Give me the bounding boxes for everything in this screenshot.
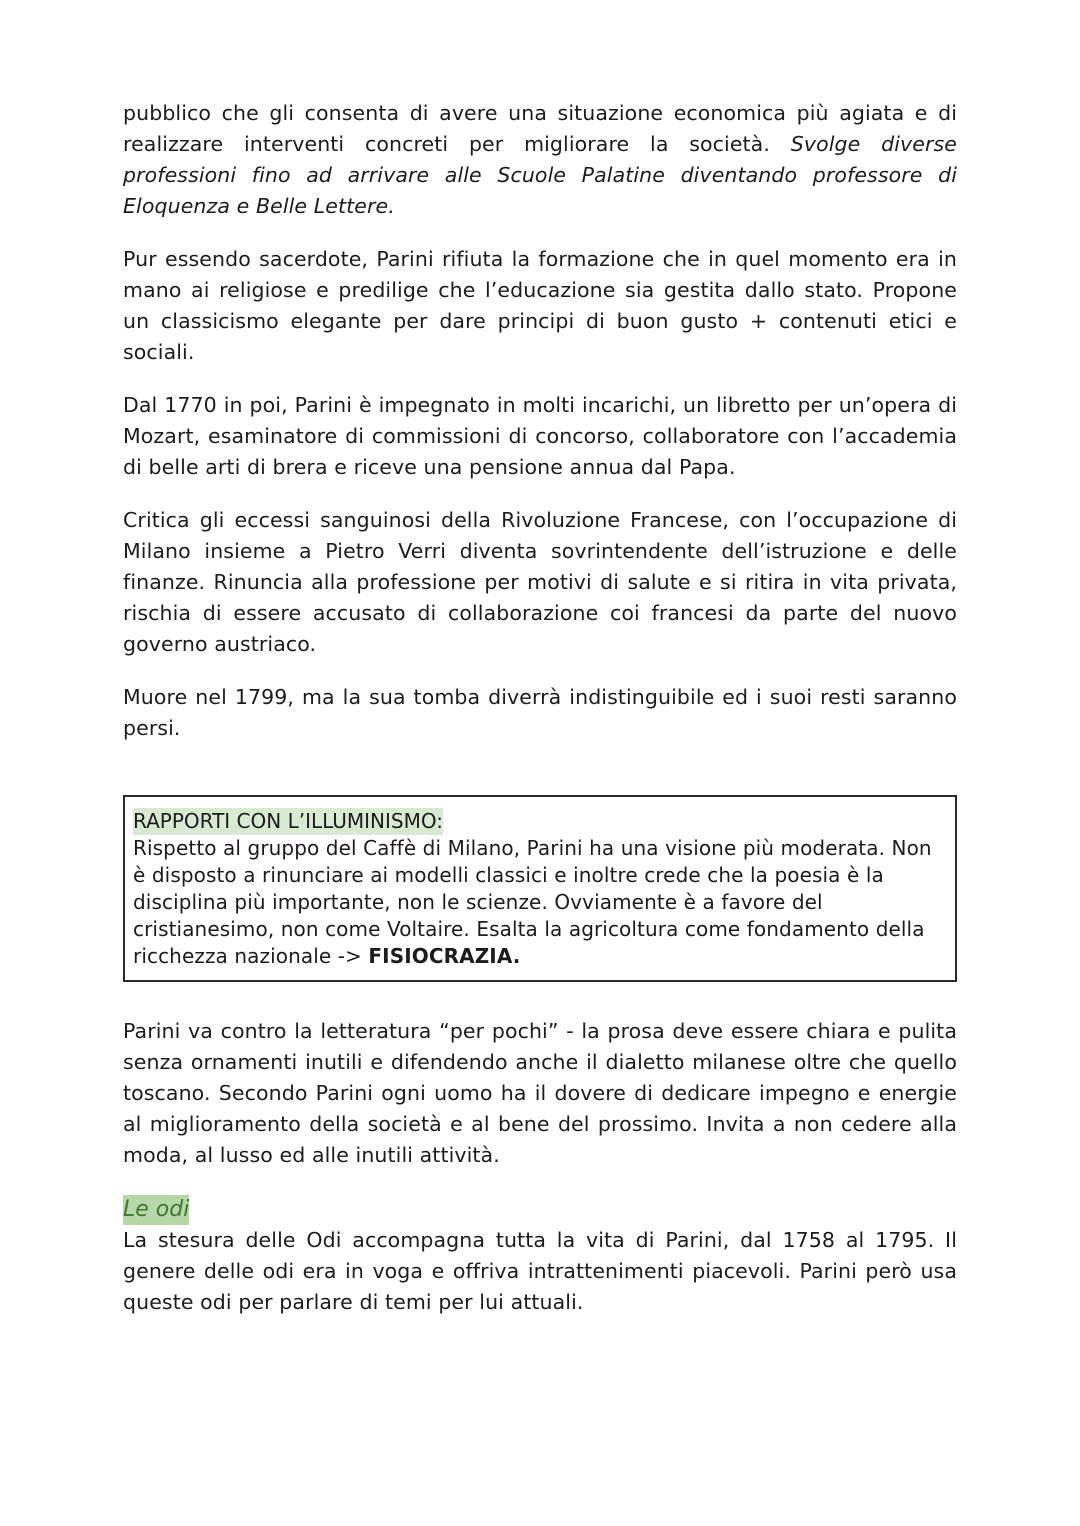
paragraph-career-italic: Svolge diverse professioni fino ad arrivare alle Scuole Palatine diventando professore di Eloquenza e Belle Lettere.: [123, 132, 957, 218]
paragraph-appointments: Dal 1770 in poi, Parini è impegnato in molti incarichi, un libretto per un’opera di Mozart, esaminatore di commissioni di concorso, collaboratore con l’accademia di belle arti di brera e riceve una pensione annua dal Papa.: [123, 393, 957, 479]
enlightenment-box: [123, 795, 957, 982]
fisiocrazia-term: FISIOCRAZIA.: [368, 944, 521, 968]
paragraph-odi: La stesura delle Odi accompagna tutta la vita di Parini, dal 1758 al 1795. Il genere delle odi era in voga e offriva intrattenimenti piacevoli. Parini però usa queste odi per parlare di temi per lui attuali.: [123, 1228, 957, 1314]
paragraph-career-text: pubblico che gli consenta di avere una situazione economica più agiata e di realizzare interventi concreti per migliorare la società.: [123, 101, 957, 156]
enlightenment-box-text: [133, 835, 947, 970]
section-heading-odi: Le odi: [123, 1195, 189, 1225]
paragraph-career: [123, 98, 957, 222]
paragraph-death: Muore nel 1799, ma la sua tomba diverrà indistinguibile ed i suoi resti saranno persi.: [123, 685, 957, 740]
document-page: [123, 98, 957, 1318]
paragraph-education: Pur essendo sacerdote, Parini rifiuta la formazione che in quel momento era in mano ai religiose e predilige che l’educazione sia gestita dallo stato. Propone un classicismo elegante per dare principi di buon gusto + contenuti etici e sociali.: [123, 247, 957, 364]
paragraph-literature: Parini va contro la letteratura “per pochi” - la prosa deve essere chiara e pulita senza ornamenti inutili e difendendo anche il dialetto milanese oltre che quello toscano. Secondo Parini ogni uomo ha il dovere di dedicare impegno e energie al miglioramento della società e al bene del prossimo. Invita a non cedere alla moda, al lusso ed alle inutili attività.: [123, 1019, 957, 1167]
enlightenment-box-body: Rispetto al gruppo del Caffè di Milano, Parini ha una visione più moderata. Non è disposto a rinunciare ai modelli classici e inoltre crede che la poesia è la disciplina più importante, non le scienze. Ovviamente è a favore del cristianesimo, non come Voltaire. Esalta la agricoltura come fondamento della ricchezza nazionale ->: [133, 836, 932, 968]
enlightenment-box-title: RAPPORTI CON L’ILLUMINISMO:: [133, 809, 443, 833]
paragraph-revolution: Critica gli eccessi sanguinosi della Rivoluzione Francese, con l’occupazione di Milano insieme a Pietro Verri diventa sovrintendente dell’istruzione e delle finanze. Rinuncia alla professione per motivi di salute e si ritira in vita privata, rischia di essere accusato di collaborazione coi francesi da parte del nuovo governo austriaco.: [123, 508, 957, 656]
